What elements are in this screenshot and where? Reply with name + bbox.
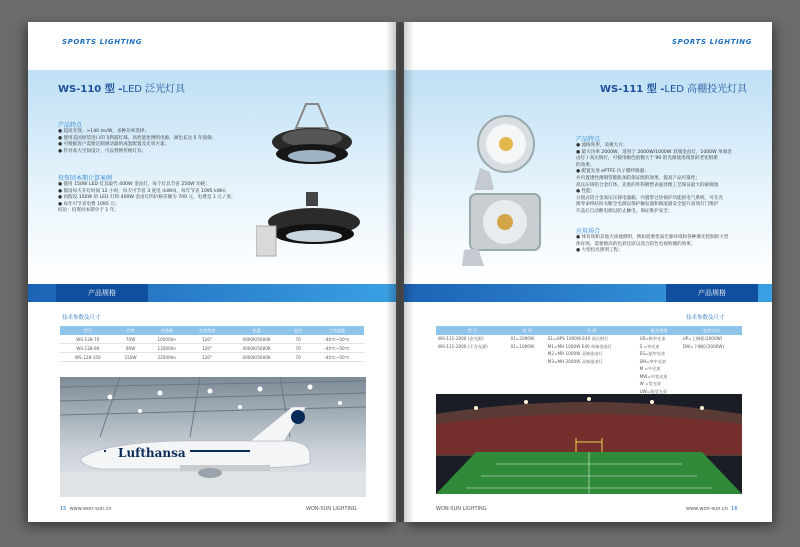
ufo-lamp-top-image bbox=[272, 104, 352, 164]
application-title: 应用场合 bbox=[576, 228, 601, 235]
table-row bbox=[60, 353, 364, 362]
table-cell-line: US=极窄光束 bbox=[639, 336, 666, 341]
feature-item: ● 性能； bbox=[576, 189, 596, 195]
table-cell-line: ES=超窄光束 bbox=[639, 351, 666, 356]
product-name: LED 泛光灯具 bbox=[122, 84, 186, 95]
spec-tab: 产品规格 bbox=[666, 284, 758, 302]
brand-header: SPORTS LIGHTING bbox=[62, 38, 143, 46]
footer-brand: WON-SUN LIGHTING bbox=[436, 506, 487, 512]
table-cell: -40℃~50℃ bbox=[310, 335, 364, 344]
table-cell-line: 01=2000W bbox=[510, 336, 535, 341]
table-header-cell: 型 号 bbox=[436, 326, 508, 335]
footer-right bbox=[686, 506, 738, 512]
table-header-cell: 功率 bbox=[116, 326, 146, 335]
features-list bbox=[576, 143, 732, 216]
spec-subtitle: 技术参数及尺寸 bbox=[686, 315, 725, 321]
table-cell: WS-128-70 bbox=[60, 335, 116, 344]
page-number: 15 bbox=[60, 506, 67, 512]
table-cell: 90W bbox=[116, 344, 146, 353]
product-title bbox=[600, 80, 747, 95]
feature-item: 分置式铝合金高压压铸电器箱，内置带过热保护功能的电气系统，可在光 bbox=[576, 195, 724, 201]
hangar-airplane-photo bbox=[60, 377, 366, 497]
stadium-photo bbox=[436, 394, 742, 494]
table-header-cell: 安装方式 bbox=[681, 326, 742, 335]
floodlight-images bbox=[460, 110, 556, 270]
table-row bbox=[60, 344, 364, 353]
table-cell bbox=[546, 335, 638, 395]
right-page bbox=[404, 22, 772, 522]
spec-table-right bbox=[436, 326, 742, 395]
table-cell-line: S1=HPS 1000W E40 高压钠灯 bbox=[547, 336, 609, 341]
table-header-cell: 光通量 bbox=[146, 326, 188, 335]
product-code: WS-111 型 - bbox=[600, 84, 665, 95]
table-cell-line: UP=上侧板(2000W) bbox=[682, 336, 723, 341]
table-cell-line: S =窄光束 bbox=[639, 343, 660, 349]
ufo-lamp-bottom-image bbox=[256, 192, 360, 256]
feature-item: ● 流线外形，美观大方； bbox=[576, 143, 628, 148]
case-item: 结论：投资回本期少于 1 年。 bbox=[58, 208, 119, 214]
feature-item: 并内置透性薄钢管膨胀加防保证配的效果，提高产品可靠性； bbox=[576, 175, 701, 181]
table-cell bbox=[436, 335, 508, 395]
website: www.won-sun.cn bbox=[69, 506, 112, 512]
airplane-livery-text: Lufthansa bbox=[118, 446, 186, 460]
feature-item: ● 可根据客户需要定制驱动器的成套配置及光束方案； bbox=[58, 142, 170, 148]
feature-item: ● 超高光效，>140 lm/W，多种功率选择； bbox=[58, 129, 150, 134]
table-cell-line: M1=MH 1000W E40 单端金卤灯 bbox=[547, 343, 612, 349]
table-cell: -40℃~50℃ bbox=[310, 344, 364, 353]
case-item: ● 使用 150W LED 灯具取代 400W 金卤灯，每个灯具节省 250W 功耗； bbox=[58, 182, 210, 187]
spec-subtitle: 技术参数及尺寸 bbox=[62, 315, 101, 321]
product-name: LED 高棚投光灯具 bbox=[664, 84, 748, 95]
table-cell: WS-128-150 bbox=[60, 353, 116, 362]
table-cell: 70W bbox=[116, 335, 146, 344]
footer-brand: WON-SUN LIGHTING bbox=[306, 506, 357, 512]
application-item: ● 大型投光照明工程； bbox=[576, 248, 623, 254]
table-cell-line: M2=MH 1000W 双端金卤灯 bbox=[547, 351, 603, 356]
case-list bbox=[58, 182, 236, 215]
ufo-lamp-images bbox=[256, 94, 366, 269]
table-cell: 4000K/5000K bbox=[227, 353, 287, 362]
table-header-cell: 功 率 bbox=[508, 326, 545, 335]
table-cell: 22500lm bbox=[146, 353, 188, 362]
feature-item: 源寿命终结时关断全电源以保护触发器和镇流器安全提升高效灯门维护 bbox=[576, 202, 719, 208]
feature-item: ● 最大功率 2000W，适用于 2000W/1000W 双端金卤灯，1000W 单端金 bbox=[576, 149, 732, 155]
table-cell: 120° bbox=[188, 344, 227, 353]
product-title bbox=[58, 80, 185, 95]
application-list bbox=[576, 235, 728, 255]
page-number: 16 bbox=[731, 506, 738, 512]
table-cell-line: WS-111-2000 (金光源) bbox=[438, 336, 484, 341]
spec-tab: 产品规格 bbox=[56, 284, 148, 302]
table-header-cell: 显色 bbox=[287, 326, 310, 335]
spec-table-left bbox=[60, 326, 364, 362]
table-cell: 70 bbox=[287, 335, 310, 344]
table-cell-line: SM=窄中光束 bbox=[639, 358, 667, 364]
table-cell: -40℃~50℃ bbox=[310, 353, 364, 362]
feature-item: 的效果； bbox=[576, 162, 595, 168]
table-cell-line: 01=1000W bbox=[510, 343, 535, 349]
table-cell: 4000K/5000K bbox=[227, 335, 287, 344]
table-cell: 13500lm bbox=[146, 344, 188, 353]
features-title: 产品特点 bbox=[58, 122, 83, 129]
table-cell: 70 bbox=[287, 344, 310, 353]
table-cell: 70 bbox=[287, 353, 310, 362]
case-item: ● 假设每天开灯时间 12 小时，每天可节省 3 度电 (kWH)，每年节省 1095 kWH； bbox=[58, 188, 230, 194]
table-cell: 120° bbox=[188, 335, 227, 344]
footer-left bbox=[60, 506, 112, 512]
table-cell-line: M =中光束 bbox=[639, 366, 661, 371]
table-row bbox=[436, 335, 742, 395]
website: www.won-sun.cn bbox=[686, 506, 728, 512]
floodlight-bottom-image bbox=[462, 194, 540, 266]
table-cell: WS-128-90 bbox=[60, 344, 116, 353]
feature-item: 开盖后自动断电源以防止触电，保证维护安全； bbox=[576, 208, 673, 214]
table-header-cell: 配光透镜 bbox=[638, 326, 681, 335]
table-header-cell: 光 源 bbox=[546, 326, 638, 335]
left-page bbox=[28, 22, 396, 522]
case-item: ● 每年可节省电费 1095 元； bbox=[58, 201, 120, 207]
table-cell-line: UW=超宽光束 bbox=[639, 388, 668, 394]
case-item: ● 再假设 150W 的 LED 灯和 400W 金卤灯的价格差额为 700 元，电费是 1 元 / 度； bbox=[58, 195, 236, 201]
product-code: WS-110 型 - bbox=[58, 84, 123, 95]
table-cell-line: MW=中宽光束 bbox=[639, 373, 668, 379]
table-header-cell: 光束角度 bbox=[188, 326, 227, 335]
table-cell-line: M3=MH 2000W 双端金卤灯 bbox=[547, 358, 603, 364]
table-cell: 10500lm bbox=[146, 335, 188, 344]
table-cell bbox=[638, 335, 681, 395]
table-cell bbox=[681, 335, 742, 395]
floodlight-top-image bbox=[474, 116, 534, 190]
table-cell: 120° bbox=[188, 353, 227, 362]
feature-item: 高压压铸铝合金灯体，先进的外科镀塑表面处理工艺保证最大的耐腐蚀 bbox=[576, 182, 719, 188]
book-spine-shadow bbox=[386, 22, 414, 522]
application-item: ● 体育场和其他大场地照明，例如需要优质光源环境和各种赛光控制的大型 bbox=[576, 235, 729, 240]
brand-header: SPORTS LIGHTING bbox=[672, 38, 753, 46]
table-header-cell: 工作温度 bbox=[310, 326, 364, 335]
feature-item: ● 使用美国原装进口的飞利浦灯珠，高性能免博明电源，颜色长达 5 年质保； bbox=[58, 135, 217, 141]
table-header-cell: 色温 bbox=[227, 326, 287, 335]
table-cell bbox=[508, 335, 545, 395]
feature-item: ● 配置先进 ePTFE 仿子膜呼吸器； bbox=[576, 169, 649, 175]
table-cell-line: WS-111-2000 (不含光源) bbox=[438, 343, 488, 349]
case-title: 投资回本期计算案例 bbox=[58, 175, 113, 182]
table-cell-line: W =宽光束 bbox=[639, 381, 662, 386]
table-cell-line: DW=下侧板(2000W) bbox=[682, 343, 725, 349]
table-cell: 150W bbox=[116, 353, 146, 362]
table-cell: 4000K/5000K bbox=[227, 344, 287, 353]
features-list bbox=[58, 129, 216, 155]
feature-item: ● 针对高大空间设计，可以替换传统灯具； bbox=[58, 148, 147, 154]
features-title: 产品特点 bbox=[576, 136, 601, 143]
feature-item: 卤灯 / 高压钠灯，可使用额色指数大于 90 的光源使用现景的老化相册 bbox=[576, 156, 718, 162]
table-header-cell: 型号 bbox=[60, 326, 116, 335]
table-row bbox=[60, 335, 364, 344]
application-item: 体育场，需要极高的色彩还原以适合彩色电视转播的效果； bbox=[576, 241, 696, 247]
